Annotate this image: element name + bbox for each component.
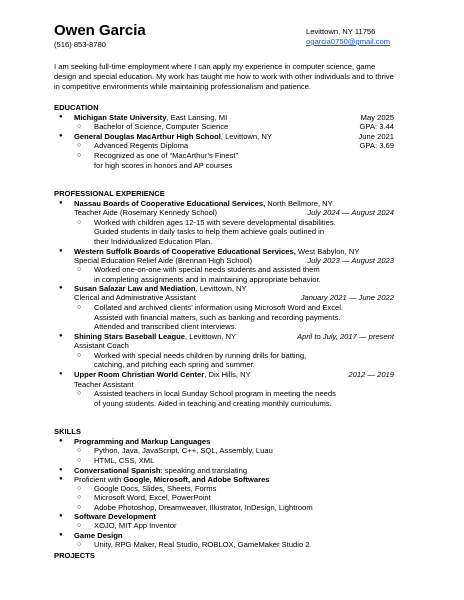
gpa: GPA: 3.44 (359, 122, 394, 132)
org-name: Western Suffolk Boards of Cooperative Educational Services, (74, 246, 296, 256)
job-dates: July 2023 — August 2023 (307, 255, 394, 265)
job-role: Teacher Assistant (74, 379, 134, 389)
education-detail (54, 141, 394, 151)
school-location: , Levittown, NY (220, 131, 272, 141)
objective-paragraph: I am seeking full-time employment where I can apply my experience in computer science, game design and special education. My work has taught me how to work with other individuals and to thrive in competitive environments while maintaining professionalism and patience. (54, 62, 394, 92)
gpa: GPA: 3.69 (359, 141, 394, 151)
job-entry (54, 199, 394, 208)
org-location: West Babylon, NY (295, 246, 360, 256)
school-location: , East Lansing, MI (166, 112, 228, 122)
education-date: June 2021 (358, 131, 394, 141)
education-detail: ○ Recognized as one of “MacArthur’s Finest” (54, 151, 394, 161)
job-role: Special Education Relief Aide (Brennan High School) (74, 255, 253, 265)
job-bullet-cont: catching, and pitching each spring and summer. (94, 360, 255, 370)
education-detail (54, 122, 394, 132)
org-location: , Levittown, NY (195, 284, 247, 294)
job-role-row (54, 293, 394, 303)
education-date: May 2025 (360, 112, 394, 122)
job-bullet: ○ Worked one-on-one with special needs students and assisted them (54, 265, 394, 275)
job-role-row (54, 256, 394, 266)
skill-detail: ○ Python, Java, JavaScript, C++, SQL, Assembly, Luau (54, 446, 394, 456)
skill-detail: ○ Adobe Photoshop, Dreamweaver, Illustrator, InDesign, Lightroom (54, 503, 394, 513)
job-bullet-cont: Assisted with financial matters, such as banking and recording payments. (94, 312, 341, 322)
skill-category (54, 475, 394, 484)
job-role: Assistant Coach (74, 341, 129, 351)
job-entry (54, 284, 394, 293)
org-location: , Dix Hills, NY (204, 370, 251, 380)
job-dates: January 2021 — June 2022 (300, 293, 394, 303)
job-bullet-cont: their Individualized Education Plan. (94, 236, 213, 246)
education-detail-cont: for high scores in honors and AP courses (94, 160, 233, 170)
phone-number: (516) 853-8780 (54, 40, 106, 49)
email-link[interactable]: ogarcia0750@gmail.com (306, 37, 391, 46)
job-entry (54, 247, 394, 256)
skill-detail: ○ Google Docs, Slides, Sheets, Forms (54, 484, 394, 494)
section-heading-education: EDUCATION (54, 102, 99, 112)
skill-detail: ○ HTML, CSS, XML (54, 456, 394, 466)
section-heading-skills: SKILLS (54, 427, 82, 437)
job-bullet: ○ Worked with special needs children by running drills for batting, (54, 351, 394, 361)
job-dates: April to July, 2017 — present (297, 331, 394, 341)
location: Levittown, NY 11756 (306, 27, 376, 36)
degree: ○ Bachelor of Science, Computer Science (94, 122, 229, 132)
school-name: Michigan State University (74, 112, 167, 122)
candidate-name: Owen Garcia (54, 22, 146, 39)
org-location: , Levittown, NY (185, 331, 237, 341)
job-entry (54, 370, 394, 380)
skill-category: ● Programming and Markup Languages (54, 437, 394, 446)
education-entry (54, 113, 394, 123)
skill-category: ● Software Development (54, 512, 394, 521)
skill-title: Google, Microsoft, and Adobe Softwares (123, 474, 270, 484)
skill-detail: ○ Unity, RPG Maker, Real Studio, ROBLOX, GameMaker Studio 2 (54, 540, 394, 550)
school-name: General Douglas MacArthur High School (74, 131, 221, 141)
skill-title-pre: Proficient with (74, 474, 124, 484)
job-bullet: ○ Assisted teachers in local Sunday School program in meeting the needs (54, 389, 394, 399)
job-role-row (54, 208, 394, 218)
job-bullet-cont: of young students. Aided in teaching and creating monthly curriculums. (94, 398, 332, 408)
org-name: Susan Salazar Law and Mediation (74, 284, 196, 294)
skill-category (54, 466, 394, 475)
org-location: North Bellmore, NY (265, 199, 333, 209)
section-heading-projects: PROJECTS (54, 550, 95, 560)
job-dates: July 2024 — August 2024 (307, 208, 394, 218)
job-bullet: ○ Collated and archived clients’ information using Microsoft Word and Excel. (54, 303, 394, 313)
job-role: Clerical and Administrative Assistant (74, 293, 196, 303)
job-role: Teacher Aide (Rosemary Kennedy School) (74, 208, 218, 218)
job-bullet-cont: Attended and transcribed client interviews. (94, 322, 237, 332)
org-name: Upper Room Christian World Center (74, 370, 205, 380)
skill-category: ● Game Design (54, 531, 394, 540)
education-entry (54, 132, 394, 142)
skill-title-rest: : speaking and translating (160, 465, 248, 475)
job-dates: 2012 — 2019 (348, 370, 394, 380)
org-name: Nassau Boards of Cooperative Educational Services, (74, 199, 266, 209)
diploma: ○ Advanced Regents Diploma (94, 141, 189, 151)
job-entry (54, 332, 394, 342)
skill-title: Conversational Spanish (74, 465, 161, 475)
skill-detail: ○ XOJO, MIT App Inventor (54, 521, 394, 531)
job-bullet-cont: in completing assignments and in maintaining appropriate behavior. (94, 274, 321, 284)
resume-header (54, 22, 394, 49)
skill-detail: ○ Microsoft Word, Excel, PowerPoint (54, 493, 394, 503)
org-name: Shining Stars Baseball League (74, 331, 185, 341)
section-heading-experience: PROFESSIONAL EXPERIENCE (54, 189, 165, 199)
job-bullet: ○ Worked with children ages 12-15 with severe developmental disabilities. (54, 218, 394, 228)
job-bullet-cont: Guided students in daily tasks to help them achieve goals outlined in (94, 227, 325, 237)
